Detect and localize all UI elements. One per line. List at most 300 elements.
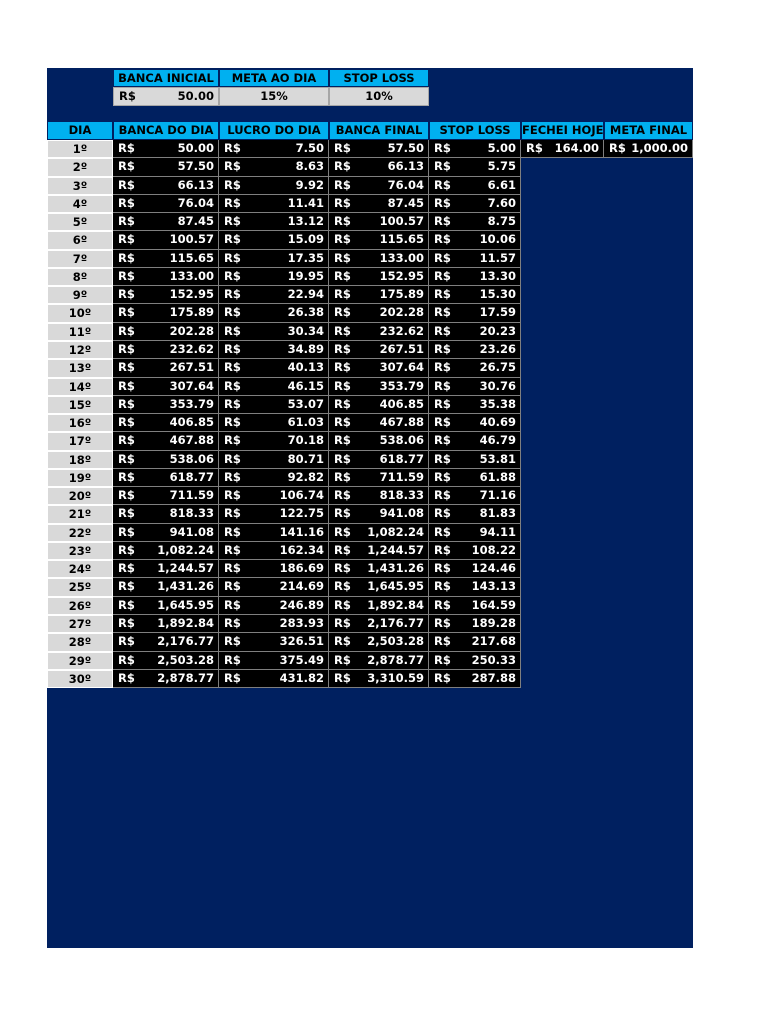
currency-label: R$ [118, 670, 135, 685]
banca-do-dia-cell[interactable] [113, 158, 219, 176]
banca-do-dia-cell[interactable] [113, 304, 219, 322]
banca-do-dia-cell[interactable] [113, 578, 219, 596]
col-header-meta-final: META FINAL [604, 121, 693, 140]
banca-final-cell[interactable] [329, 250, 429, 268]
currency-label: R$ [434, 396, 451, 411]
lucro-do-dia-cell[interactable] [219, 615, 329, 633]
lucro-do-dia-value: 26.38 [287, 305, 324, 320]
banca-final-cell[interactable] [329, 505, 429, 523]
banca-do-dia-value: 1,892.84 [157, 616, 214, 631]
banca-do-dia-cell[interactable] [113, 542, 219, 560]
lucro-do-dia-cell[interactable] [219, 286, 329, 304]
lucro-do-dia-value: 375.49 [279, 652, 324, 667]
currency-label: R$ [224, 159, 241, 174]
day-cell[interactable]: 17º [47, 432, 113, 450]
stop-loss-cell[interactable] [429, 597, 521, 615]
banca-do-dia-cell[interactable] [113, 286, 219, 304]
banca-final-value: 3,310.59 [367, 670, 424, 685]
currency-label: R$ [118, 141, 135, 155]
banca-do-dia-cell[interactable] [113, 213, 219, 231]
day-cell[interactable]: 7º [47, 250, 113, 268]
lucro-do-dia-value: 431.82 [279, 670, 324, 685]
banca-final-cell[interactable] [329, 213, 429, 231]
currency-label: R$ [118, 195, 135, 210]
lucro-do-dia-cell[interactable] [219, 505, 329, 523]
banca-inicial-value: 50.00 [177, 89, 214, 103]
lucro-do-dia-value: 283.93 [279, 616, 324, 631]
currency-label: R$ [334, 159, 351, 174]
lucro-do-dia-cell[interactable] [219, 304, 329, 322]
stop-loss-cell[interactable] [429, 286, 521, 304]
stop-loss-cell[interactable] [429, 469, 521, 487]
banca-final-cell[interactable] [329, 323, 429, 341]
lucro-do-dia-cell[interactable] [219, 633, 329, 651]
banca-final-cell[interactable] [329, 378, 429, 396]
banca-do-dia-value: 115.65 [169, 250, 214, 265]
lucro-do-dia-value: 46.15 [287, 378, 324, 393]
stop-loss-value: 11.57 [479, 250, 516, 265]
day-cell[interactable]: 26º [47, 597, 113, 615]
currency-label: R$ [118, 268, 135, 283]
banca-final-cell[interactable] [329, 469, 429, 487]
lucro-do-dia-cell[interactable] [219, 560, 329, 578]
banca-do-dia-cell[interactable] [113, 469, 219, 487]
banca-final-cell[interactable] [329, 451, 429, 469]
lucro-do-dia-cell[interactable] [219, 396, 329, 414]
banca-do-dia-value: 175.89 [169, 305, 214, 320]
banca-do-dia-cell[interactable] [113, 670, 219, 688]
currency-label: R$ [118, 579, 135, 594]
currency-label: R$ [334, 488, 351, 503]
currency-label: R$ [118, 341, 135, 356]
currency-label: R$ [334, 250, 351, 265]
currency-label: R$ [334, 177, 351, 192]
banca-final-value: 711.59 [379, 469, 424, 484]
stop-loss-value: 94.11 [479, 524, 516, 539]
banca-final-value: 818.33 [379, 488, 424, 503]
stop-loss-cell[interactable] [429, 268, 521, 286]
currency-label: R$ [334, 396, 351, 411]
lucro-do-dia-cell[interactable] [219, 268, 329, 286]
banca-final-value: 57.50 [387, 141, 424, 155]
day-cell[interactable]: 10º [47, 304, 113, 322]
stop-loss-cell[interactable] [429, 396, 521, 414]
stop-loss-value: 40.69 [479, 415, 516, 430]
banca-final-cell[interactable] [329, 524, 429, 542]
banca-final-cell[interactable] [329, 633, 429, 651]
banca-final-value: 267.51 [379, 341, 424, 356]
currency-label: R$ [434, 433, 451, 448]
banca-final-cell[interactable] [329, 414, 429, 432]
stop-loss-cell[interactable] [429, 670, 521, 688]
currency-label: R$ [434, 378, 451, 393]
currency-label: R$ [434, 305, 451, 320]
banca-final-cell[interactable] [329, 231, 429, 249]
banca-final-cell[interactable] [329, 597, 429, 615]
banca-final-value: 1,892.84 [367, 597, 424, 612]
lucro-do-dia-cell[interactable] [219, 195, 329, 213]
currency-label: R$ [118, 524, 135, 539]
stop-loss-cell[interactable] [429, 323, 521, 341]
lucro-do-dia-value: 162.34 [279, 542, 324, 557]
currency-label: R$ [609, 141, 626, 155]
currency-label: R$ [434, 195, 451, 210]
day-cell[interactable]: 28º [47, 633, 113, 651]
day-cell[interactable]: 15º [47, 396, 113, 414]
day-cell[interactable]: 30º [47, 670, 113, 688]
stop-loss-cell[interactable] [429, 542, 521, 560]
stop-loss-cell[interactable] [429, 177, 521, 195]
banca-do-dia-cell[interactable] [113, 451, 219, 469]
currency-label: R$ [224, 287, 241, 302]
banca-do-dia-value: 538.06 [169, 451, 214, 466]
lucro-do-dia-cell[interactable] [219, 158, 329, 176]
banca-final-value: 1,645.95 [367, 579, 424, 594]
day-cell[interactable]: 21º [47, 505, 113, 523]
param-banca-inicial-cell[interactable] [113, 87, 219, 106]
stop-loss-cell[interactable] [429, 231, 521, 249]
banca-final-value: 538.06 [379, 433, 424, 448]
day-cell[interactable]: 24º [47, 560, 113, 578]
lucro-do-dia-value: 326.51 [279, 634, 324, 649]
banca-final-value: 2,503.28 [367, 634, 424, 649]
fechei-hoje-cell[interactable] [521, 140, 604, 158]
banca-do-dia-value: 307.64 [169, 378, 214, 393]
day-cell[interactable]: 16º [47, 414, 113, 432]
currency-label: R$ [334, 415, 351, 430]
currency-label: R$ [118, 415, 135, 430]
currency-label: R$ [118, 360, 135, 375]
currency-label: R$ [334, 506, 351, 521]
currency-label: R$ [118, 250, 135, 265]
banca-do-dia-value: 818.33 [169, 506, 214, 521]
banca-do-dia-cell[interactable] [113, 268, 219, 286]
stop-loss-value: 46.79 [479, 433, 516, 448]
lucro-do-dia-value: 40.13 [287, 360, 324, 375]
banca-do-dia-value: 267.51 [169, 360, 214, 375]
currency-label: R$ [118, 214, 135, 229]
banca-do-dia-cell[interactable] [113, 140, 219, 158]
stop-loss-value: 71.16 [479, 488, 516, 503]
stop-loss-value: 30.76 [479, 378, 516, 393]
banca-do-dia-cell[interactable] [113, 505, 219, 523]
stop-loss-cell[interactable] [429, 213, 521, 231]
banca-final-cell[interactable] [329, 268, 429, 286]
stop-loss-cell[interactable] [429, 451, 521, 469]
stop-loss-cell[interactable] [429, 195, 521, 213]
currency-label: R$ [224, 451, 241, 466]
banca-do-dia-value: 711.59 [169, 488, 214, 503]
lucro-do-dia-value: 61.03 [287, 415, 324, 430]
currency-label: R$ [118, 451, 135, 466]
banca-final-cell[interactable] [329, 140, 429, 158]
banca-final-value: 1,082.24 [367, 524, 424, 539]
currency-label: R$ [334, 469, 351, 484]
lucro-do-dia-cell[interactable] [219, 414, 329, 432]
lucro-do-dia-cell[interactable] [219, 213, 329, 231]
param-header-banca-inicial: BANCA INICIAL [113, 69, 219, 87]
lucro-do-dia-value: 15.09 [287, 232, 324, 247]
lucro-do-dia-cell[interactable] [219, 177, 329, 195]
banca-final-cell[interactable] [329, 487, 429, 505]
lucro-do-dia-value: 17.35 [287, 250, 324, 265]
banca-final-cell[interactable] [329, 286, 429, 304]
day-cell[interactable]: 8º [47, 268, 113, 286]
banca-do-dia-value: 1,645.95 [157, 597, 214, 612]
stop-loss-cell[interactable] [429, 633, 521, 651]
lucro-do-dia-value: 141.16 [279, 524, 324, 539]
banca-do-dia-cell[interactable] [113, 615, 219, 633]
stop-loss-cell[interactable] [429, 250, 521, 268]
banca-final-value: 76.04 [387, 177, 424, 192]
banca-final-cell[interactable] [329, 560, 429, 578]
currency-label: R$ [434, 287, 451, 302]
param-stop-loss-cell[interactable]: 10% [329, 87, 429, 106]
stop-loss-cell[interactable] [429, 140, 521, 158]
currency-label: R$ [224, 378, 241, 393]
banca-do-dia-cell[interactable] [113, 341, 219, 359]
stop-loss-value: 189.28 [471, 616, 516, 631]
banca-final-value: 467.88 [379, 415, 424, 430]
banca-do-dia-value: 406.85 [169, 415, 214, 430]
meta-final-value: 1,000.00 [631, 141, 688, 155]
lucro-do-dia-cell[interactable] [219, 652, 329, 670]
currency-label: R$ [224, 469, 241, 484]
banca-final-cell[interactable] [329, 195, 429, 213]
currency-label: R$ [434, 268, 451, 283]
stop-loss-cell[interactable] [429, 652, 521, 670]
banca-do-dia-cell[interactable] [113, 414, 219, 432]
stop-loss-value: 13.30 [479, 268, 516, 283]
banca-do-dia-value: 618.77 [169, 469, 214, 484]
lucro-do-dia-cell[interactable] [219, 469, 329, 487]
currency-label: R$ [334, 451, 351, 466]
currency-label: R$ [334, 195, 351, 210]
stop-loss-cell[interactable] [429, 359, 521, 377]
stop-loss-cell[interactable] [429, 560, 521, 578]
day-cell[interactable]: 23º [47, 542, 113, 560]
lucro-do-dia-cell[interactable] [219, 359, 329, 377]
currency-label: R$ [334, 542, 351, 557]
currency-label: R$ [224, 195, 241, 210]
currency-label: R$ [224, 524, 241, 539]
lucro-do-dia-cell[interactable] [219, 231, 329, 249]
banca-do-dia-value: 76.04 [177, 195, 214, 210]
meta-final-cell[interactable] [604, 140, 693, 158]
banca-final-value: 307.64 [379, 360, 424, 375]
currency-label: R$ [224, 542, 241, 557]
col-header-banca-final: BANCA FINAL [329, 121, 429, 140]
day-cell[interactable]: 22º [47, 524, 113, 542]
stop-loss-value: 250.33 [471, 652, 516, 667]
stop-loss-cell[interactable] [429, 378, 521, 396]
banca-do-dia-cell[interactable] [113, 633, 219, 651]
day-cell[interactable]: 4º [47, 195, 113, 213]
day-cell[interactable]: 1º [47, 140, 113, 158]
currency-label: R$ [334, 323, 351, 338]
currency-label: R$ [118, 506, 135, 521]
banca-do-dia-value: 1,431.26 [157, 579, 214, 594]
day-cell[interactable]: 29º [47, 652, 113, 670]
day-cell[interactable]: 5º [47, 213, 113, 231]
lucro-do-dia-cell[interactable] [219, 524, 329, 542]
banca-final-value: 66.13 [387, 159, 424, 174]
stop-loss-cell[interactable] [429, 432, 521, 450]
banca-do-dia-cell[interactable] [113, 652, 219, 670]
banca-do-dia-cell[interactable] [113, 378, 219, 396]
banca-do-dia-cell[interactable] [113, 432, 219, 450]
banca-final-cell[interactable] [329, 177, 429, 195]
banca-do-dia-value: 66.13 [177, 177, 214, 192]
banca-do-dia-value: 50.00 [177, 141, 214, 155]
banca-do-dia-cell[interactable] [113, 195, 219, 213]
day-cell[interactable]: 25º [47, 578, 113, 596]
banca-final-value: 115.65 [379, 232, 424, 247]
lucro-do-dia-cell[interactable] [219, 542, 329, 560]
day-cell[interactable]: 13º [47, 359, 113, 377]
day-cell[interactable]: 3º [47, 177, 113, 195]
banca-do-dia-value: 1,082.24 [157, 542, 214, 557]
lucro-do-dia-cell[interactable] [219, 670, 329, 688]
banca-final-cell[interactable] [329, 615, 429, 633]
stop-loss-value: 287.88 [471, 670, 516, 685]
banca-final-cell[interactable] [329, 158, 429, 176]
day-cell[interactable]: 9º [47, 286, 113, 304]
lucro-do-dia-value: 70.18 [287, 433, 324, 448]
stop-loss-cell[interactable] [429, 414, 521, 432]
banca-final-cell[interactable] [329, 304, 429, 322]
col-header-banca-do-dia: BANCA DO DIA [113, 121, 219, 140]
currency-label: R$ [118, 232, 135, 247]
day-cell[interactable]: 20º [47, 487, 113, 505]
banca-final-cell[interactable] [329, 652, 429, 670]
currency-label: R$ [118, 488, 135, 503]
currency-label: R$ [334, 268, 351, 283]
currency-label: R$ [434, 488, 451, 503]
currency-label: R$ [224, 561, 241, 576]
banca-do-dia-cell[interactable] [113, 597, 219, 615]
currency-label: R$ [224, 433, 241, 448]
currency-label: R$ [118, 378, 135, 393]
stop-loss-value: 143.13 [471, 579, 516, 594]
currency-label: R$ [224, 141, 241, 155]
lucro-do-dia-value: 7.50 [295, 141, 324, 155]
stop-loss-cell[interactable] [429, 487, 521, 505]
currency-label: R$ [118, 433, 135, 448]
lucro-do-dia-cell[interactable] [219, 250, 329, 268]
lucro-do-dia-cell[interactable] [219, 323, 329, 341]
banca-final-cell[interactable] [329, 670, 429, 688]
banca-final-cell[interactable] [329, 432, 429, 450]
currency-label: R$ [434, 652, 451, 667]
lucro-do-dia-cell[interactable] [219, 451, 329, 469]
currency-label: R$ [434, 141, 451, 155]
lucro-do-dia-cell[interactable] [219, 578, 329, 596]
stop-loss-cell[interactable] [429, 578, 521, 596]
currency-label: R$ [334, 652, 351, 667]
currency-label: R$ [118, 597, 135, 612]
lucro-do-dia-value: 53.07 [287, 396, 324, 411]
banca-final-cell[interactable] [329, 578, 429, 596]
banca-do-dia-value: 232.62 [169, 341, 214, 356]
banca-final-cell[interactable] [329, 341, 429, 359]
banca-do-dia-cell[interactable] [113, 396, 219, 414]
currency-label: R$ [434, 506, 451, 521]
banca-final-value: 406.85 [379, 396, 424, 411]
lucro-do-dia-cell[interactable] [219, 140, 329, 158]
banca-final-value: 232.62 [379, 323, 424, 338]
currency-label: R$ [526, 141, 543, 155]
currency-label: R$ [118, 159, 135, 174]
stop-loss-cell[interactable] [429, 304, 521, 322]
day-cell[interactable]: 19º [47, 469, 113, 487]
banca-final-value: 618.77 [379, 451, 424, 466]
banca-final-cell[interactable] [329, 396, 429, 414]
banca-do-dia-cell[interactable] [113, 560, 219, 578]
banca-do-dia-cell[interactable] [113, 231, 219, 249]
stop-loss-cell[interactable] [429, 524, 521, 542]
banca-do-dia-cell[interactable] [113, 487, 219, 505]
lucro-do-dia-cell[interactable] [219, 487, 329, 505]
day-cell[interactable]: 12º [47, 341, 113, 359]
banca-do-dia-cell[interactable] [113, 323, 219, 341]
day-cell[interactable]: 18º [47, 451, 113, 469]
day-cell[interactable]: 6º [47, 231, 113, 249]
day-cell[interactable]: 11º [47, 323, 113, 341]
stop-loss-value: 164.59 [471, 597, 516, 612]
stop-loss-cell[interactable] [429, 158, 521, 176]
banca-final-cell[interactable] [329, 359, 429, 377]
lucro-do-dia-cell[interactable] [219, 432, 329, 450]
lucro-do-dia-value: 106.74 [279, 488, 324, 503]
banca-do-dia-cell[interactable] [113, 177, 219, 195]
param-meta-ao-dia-cell[interactable]: 15% [219, 87, 329, 106]
day-cell[interactable]: 14º [47, 378, 113, 396]
banca-do-dia-cell[interactable] [113, 250, 219, 268]
currency-label: R$ [224, 652, 241, 667]
stop-loss-cell[interactable] [429, 615, 521, 633]
currency-label: R$ [434, 616, 451, 631]
lucro-do-dia-value: 9.92 [295, 177, 324, 192]
lucro-do-dia-cell[interactable] [219, 378, 329, 396]
currency-label: R$ [434, 670, 451, 685]
banca-do-dia-cell[interactable] [113, 359, 219, 377]
currency-label: R$ [334, 524, 351, 539]
banca-do-dia-value: 2,503.28 [157, 652, 214, 667]
stop-loss-value: 8.75 [487, 214, 516, 229]
currency-label: R$ [334, 616, 351, 631]
banca-final-value: 152.95 [379, 268, 424, 283]
lucro-do-dia-value: 13.12 [287, 214, 324, 229]
lucro-do-dia-value: 80.71 [287, 451, 324, 466]
day-cell[interactable]: 27º [47, 615, 113, 633]
lucro-do-dia-cell[interactable] [219, 597, 329, 615]
banca-do-dia-cell[interactable] [113, 524, 219, 542]
currency-label: R$ [224, 506, 241, 521]
banca-final-cell[interactable] [329, 542, 429, 560]
stop-loss-value: 6.61 [487, 177, 516, 192]
currency-label: R$ [334, 214, 351, 229]
stop-loss-value: 81.83 [479, 506, 516, 521]
stop-loss-cell[interactable] [429, 341, 521, 359]
banca-final-value: 1,431.26 [367, 561, 424, 576]
stop-loss-cell[interactable] [429, 505, 521, 523]
stop-loss-value: 124.46 [471, 561, 516, 576]
day-cell[interactable]: 2º [47, 158, 113, 176]
banca-final-value: 941.08 [379, 506, 424, 521]
currency-label: R$ [118, 287, 135, 302]
lucro-do-dia-cell[interactable] [219, 341, 329, 359]
